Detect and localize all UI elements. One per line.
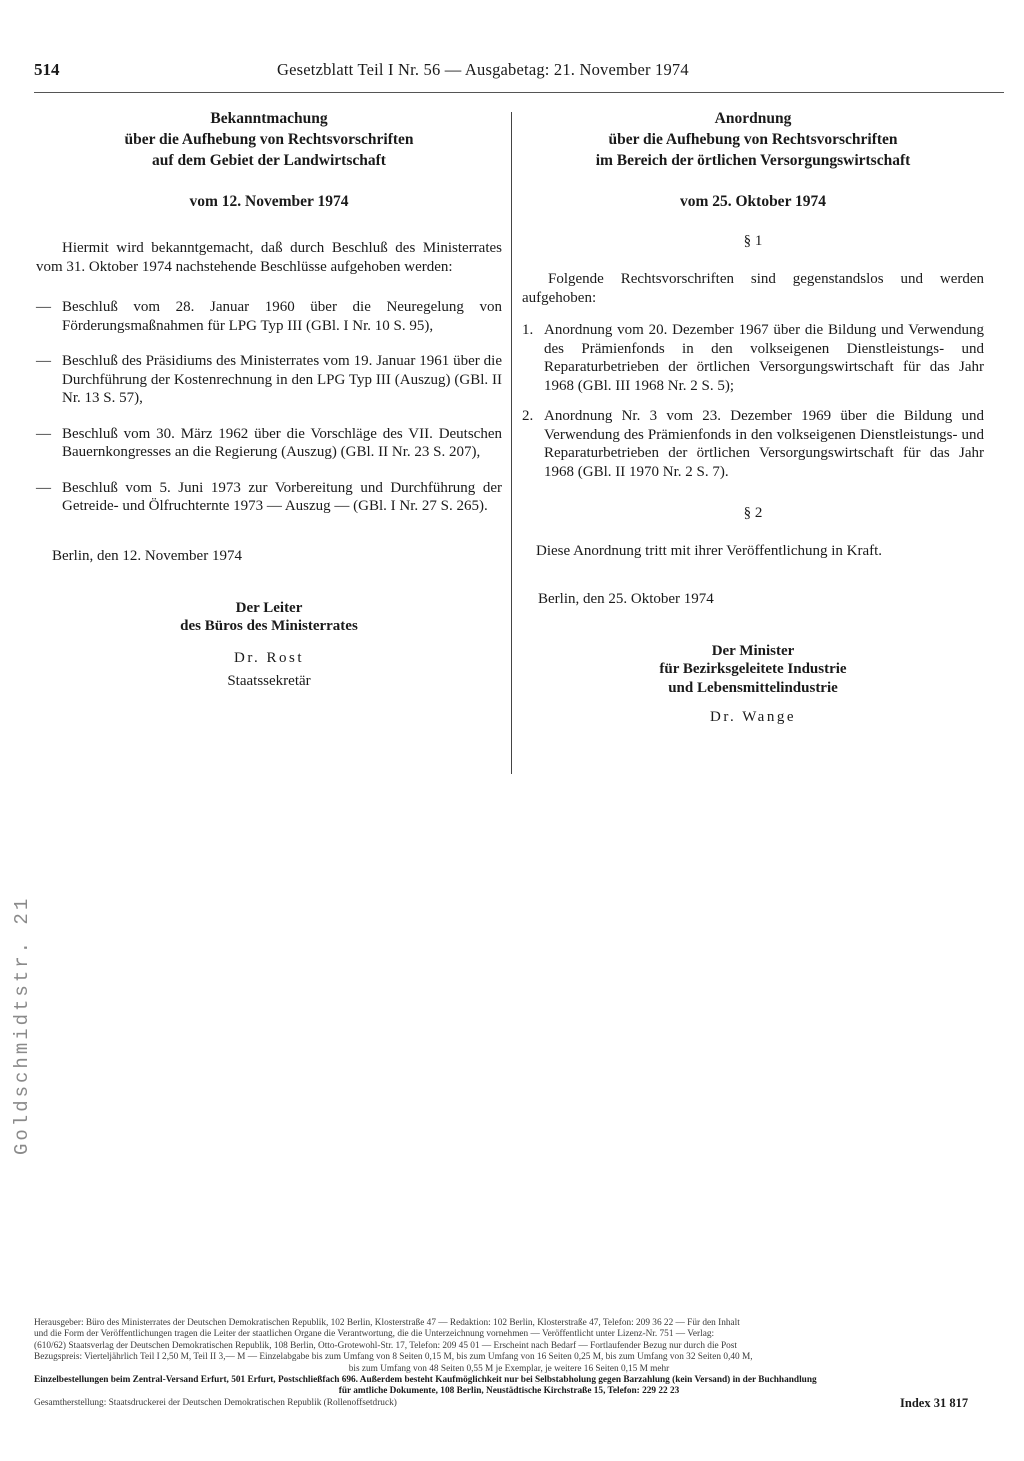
- imprint-line: (610/62) Staatsverlag der Deutschen Demokratischen Republik, 108 Berlin, Otto-Grotewohl-Str. 17, Telefon: 209 45 01 — Erscheint nach Bedarf — Fortlaufender Bezug nur durch die Post: [34, 1340, 737, 1351]
- right-date: vom 25. Oktober 1974: [679, 193, 827, 210]
- left-title-line: Bekanntmachung: [210, 110, 328, 127]
- list-item: [522, 321, 984, 395]
- signer-title-line: des Büros des Ministerrates: [180, 618, 358, 634]
- list-item-text: Beschluß vom 5. Juni 1973 zur Vorbereitung und Durchführung der Getreide- und Ölfruchternte 1973 — Auszug — (GBl. I Nr. 27 S. 265).: [62, 479, 502, 514]
- right-title-line: Anordnung: [714, 110, 792, 127]
- list-item-number: 1.: [522, 322, 534, 338]
- left-signer-title: [36, 599, 502, 636]
- right-signer-name: Dr. Wange: [709, 709, 796, 725]
- list-item: [36, 425, 502, 462]
- imprint-last-line: Gesamtherstellung: Staatsdruckerei der Deutschen Demokratischen Republik (Rollenoffsetdruck): [34, 1397, 397, 1408]
- signer-title-line: Der Minister: [711, 642, 795, 659]
- imprint-bold-line: für amtliche Dokumente, 108 Berlin, Neustädtische Kirchstraße 15, Telefon: 229 22 23: [338, 1386, 680, 1397]
- right-final-clause: Diese Anordnung tritt mit ihrer Veröffentlichung in Kraft.: [536, 543, 883, 559]
- right-column: [522, 108, 984, 726]
- section-2-sign: § 2: [743, 505, 763, 521]
- imprint-line: Herausgeber: Büro des Ministerrates der Deutschen Demokratischen Republik, 102 Berlin, Klosterstraße 47 — Redaktion: 102 Berlin, Klosterstraße 47, Telefon: 209 36 22 — Für den Inhalt: [34, 1318, 740, 1328]
- left-title-line: über die Aufhebung von Rechtsvorschriften: [124, 131, 414, 148]
- running-head: Gesetzblatt Teil I Nr. 56 — Ausgabetag: 21. November 1974: [277, 60, 689, 79]
- list-item: [36, 352, 502, 408]
- list-item-text: Anordnung vom 20. Dezember 1967 über die Bildung und Verwendung des Prämienfonds in den volkseigenen Dienstleistungs- und Reparaturbetrieben der örtlichen Versorgungswirtschaft für das Jahr 1968 (GBl. III 1968 Nr. 2 S. 5);: [544, 322, 984, 394]
- left-date: vom 12. November 1974: [189, 193, 349, 210]
- header-rule: [34, 92, 1004, 93]
- dash-marker: —: [36, 479, 51, 496]
- list-item-text: Beschluß vom 30. März 1962 über die Vorschläge des VII. Deutschen Bauernkongresses an die Regierung (Auszug) (GBl. II Nr. 23 S. 207),: [62, 425, 502, 460]
- left-place-date: Berlin, den 12. November 1974: [52, 547, 242, 564]
- imprint-line: Bezugspreis: Vierteljährlich Teil I 2,50 M, Teil II 3,— M — Einzelabgabe bis zum Umfang von 8 Seiten 0,15 M, bis zum Umfang von 16 Seiten 0,25 M, bis zum Umfang von 32 Seiten 0,40 M,: [34, 1352, 753, 1363]
- dash-marker: —: [36, 353, 51, 369]
- left-signer-role: Staatssekretär: [227, 672, 311, 689]
- right-intro: Folgende Rechtsvorschriften sind gegenstandslos und werden aufgehoben:: [522, 271, 984, 306]
- left-intro: Hiermit wird bekanntgemacht, daß durch Beschluß des Ministerrates vom 31. Oktober 1974 nachstehende Beschlüsse aufgehoben werden:: [36, 240, 502, 275]
- imprint-line: und die Form der Veröffentlichungen tragen die Leiter der staatlichen Organe die Verantwortung, die die Unterzeichnung vornehmen — Veröffentlicht unter Lizenz-Nr. 751 — Verlag:: [34, 1329, 715, 1340]
- left-signer-name: Dr. Rost: [233, 649, 304, 666]
- list-item-number: 2.: [522, 408, 534, 424]
- index-number: Index 31 817: [900, 1396, 969, 1410]
- signer-title-line: und Lebensmittelindustrie: [668, 679, 838, 696]
- left-title: [36, 108, 502, 171]
- list-item-text: Beschluß des Präsidiums des Ministerrates vom 19. Januar 1961 über die Durchführung der Kostenrechnung in den LPG Typ III (Auszug) (GBl. II Nr. 13 S. 57),: [62, 353, 502, 406]
- list-item-text: Beschluß vom 28. Januar 1960 über die Neuregelung von Förderungsmaßnahmen für LPG Typ III (GBl. I Nr. 10 S. 95),: [62, 299, 502, 334]
- right-place-date: Berlin, den 25. Oktober 1974: [538, 590, 714, 607]
- left-title-line: auf dem Gebiet der Landwirtschaft: [152, 152, 386, 169]
- list-item: [36, 298, 502, 335]
- imprint-line: bis zum Umfang von 48 Seiten 0,55 M je Exemplar, je weitere 16 Seiten 0,15 M mehr: [348, 1363, 670, 1374]
- page-number: 514: [34, 60, 60, 79]
- imprint-bold-line: Einzelbestellungen beim Zentral-Versand Erfurt, 501 Erfurt, Postschließfach 696. Außerdem besteht Kaufmöglichkeit nur bei Selbstabholung gegen Barzahlung (kein Versand) in der Buchhandlung: [34, 1375, 817, 1386]
- right-title-line: über die Aufhebung von Rechtsvorschriften: [608, 131, 898, 148]
- right-title: [522, 108, 984, 171]
- list-item: [36, 479, 502, 516]
- signer-title-line: Der Leiter: [235, 599, 303, 616]
- right-title-line: im Bereich der örtlichen Versorgungswirtschaft: [595, 152, 911, 169]
- dash-marker: —: [36, 299, 51, 315]
- list-item: [522, 407, 984, 481]
- right-signer-title: [522, 642, 984, 698]
- imprint: [34, 1318, 984, 1409]
- dash-marker: —: [36, 425, 51, 442]
- column-divider: [511, 112, 512, 774]
- side-stamp: Goldschmidtstr. 21: [11, 895, 33, 1155]
- left-column: [36, 108, 502, 690]
- list-item-text: Anordnung Nr. 3 vom 23. Dezember 1969 über die Bildung und Verwendung des Prämienfonds in den volkseigenen Dienstleistungs- und Reparaturbetrieben der örtlichen Versorgungswirtschaft für das Jahr 1968 (GBl. II 1970 Nr. 2 S. 7).: [544, 408, 984, 480]
- section-1-sign: § 1: [743, 233, 763, 249]
- signer-title-line: für Bezirksgeleitete Industrie: [659, 661, 847, 677]
